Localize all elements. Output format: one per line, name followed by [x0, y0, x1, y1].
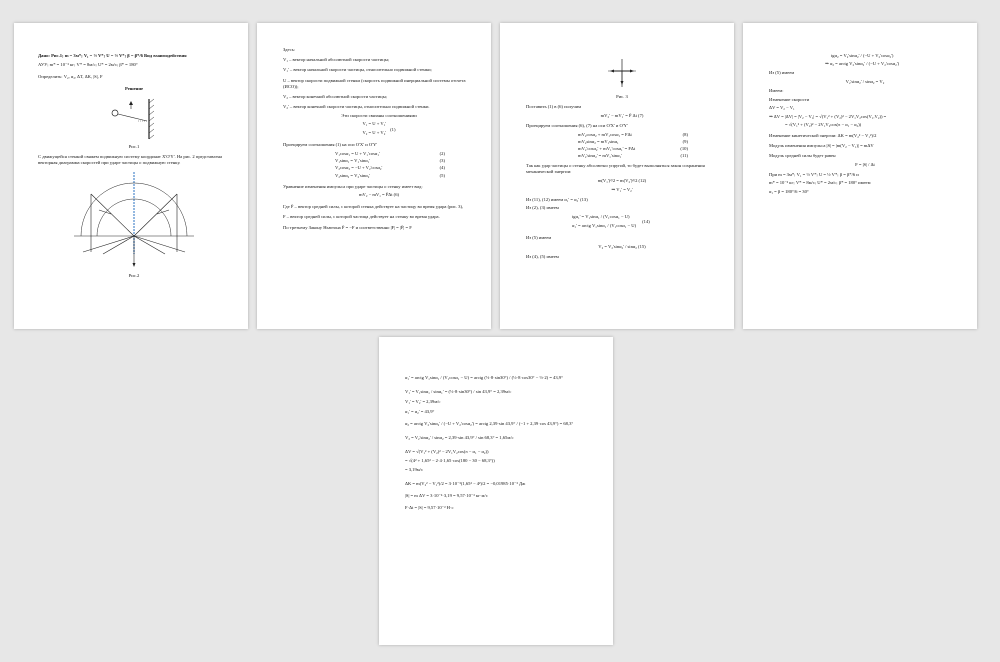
v-prime-equal: V₁' = V₂' = 2,39м/с [405, 399, 441, 405]
figure-3-caption: Рис. 3 [616, 94, 628, 99]
delta-v-result: = 3,19м/с [405, 466, 424, 472]
from-2-3: Из (2), (3) имеем [526, 205, 559, 211]
given-constants: АУУ; m* = 10⁻³ кг; V* = 8м/с; U* = 2м/с; β* = 180° [38, 61, 138, 67]
definition-v2-prime: V₂' – вектор конечной скорости частицы, относительно подвижной стенки. [283, 104, 430, 110]
elastic-collision-text: Так как удар частицы о стенку абсолютно упругий, то будет выполняться закон сохранения механической энергии: [526, 163, 705, 175]
momentum-intro: Уравнение изменения импульса при ударе частицы о стенку имеет вид: [283, 183, 423, 189]
given-line: Дано: Рис.1; m = 3м*; V₁ = ½ V*; U = ½ V*; β = β*/6 Вид взаимодействия [38, 53, 187, 58]
equation-14-a: tgα₁' = V₁sinα₁ / (V₁cosα₁ − U) [572, 213, 630, 219]
equation-15: V₂ = V₂'sinα₂' / sinα₂ (15) [598, 243, 646, 249]
given-substitution-2: m* = 10⁻³ кг; V* = 8м/с; U* = 2м/с; β* = 180° имеем [769, 180, 871, 186]
definition-v2: V₂ – вектор конечной абсолютной скорости частицы; [283, 93, 387, 99]
solution-heading: Решение [124, 86, 144, 92]
equation-6: mV₂ − mV₁ = F̄Δt (6) [358, 192, 400, 198]
definition-v1-prime: V₁' – вектор начальной скорости частицы, относительно подвижной стенки; [283, 67, 432, 73]
alpha1-prime-calc: α₁' = arctg V₁sinα₁ / (V₁cosα₁ − U) = arctg (½·8·sin30°) / (½·8·cos30° − ½·2) = 43,9° [405, 375, 563, 380]
equation-10: mV₂'cosα₂' + mV₁'cosα₁' = FΔt (10) [578, 145, 688, 151]
delta-v-magnitude: ⇒ ΔV = |ΔV| = |V₂ − V₁| = √(V₁² + (V₂)² − 2V₁V₂cos(V₁,V₂)) = [769, 113, 887, 119]
average-force-heading: Модуль средней силы будет равен [769, 153, 836, 159]
delta-v-vector: ΔV = V₂ − V₁ [769, 105, 795, 111]
from-5-again: Из (5) имеем [769, 70, 795, 76]
page-2 [257, 23, 491, 329]
delta-k-calc: ΔK = m(V₂² − V₁²)/2 = 3·10⁻³(1,65² − 4²)/2 = −0,01985·10⁻³ Дж [405, 481, 526, 487]
we-have: Имеем: [769, 88, 784, 94]
equation-3: V₁sinα₁ = V₁'sinα₁' (3) [335, 158, 445, 164]
velocity-change-heading: Изменение скорости [769, 96, 810, 102]
equation-12: m(V₁')²/2 = m(V₂')²/2 (12) [597, 178, 647, 184]
page-3 [500, 23, 734, 329]
equation-14 [572, 214, 718, 231]
equation-14-number: (14) [642, 219, 650, 225]
equation-8: mV₂cosα₂ + mV₁cosα₁ = FΔt (8) [578, 131, 688, 137]
page-1 [14, 23, 248, 329]
equation-14-b: α₁' = arctg V₁sinα₁ / (V₁cosα₁ − U) [572, 222, 637, 228]
equation-11: mV₂'sinα₂' = mV₁'sinα₁' (11) [578, 153, 688, 159]
equation-7: mV₂' − mV₁' = F̄ Δt (7) [600, 112, 644, 118]
given-substitution: При m = 3м*; V₁ = ½ V*; U = ½ V*; β = β*/6 и [769, 171, 859, 177]
alpha1-value: α₁ = β = 180°/6 = 30° [769, 188, 809, 194]
substitution-line: Поставить (1) в (6) получим [526, 104, 582, 110]
v2-expression: V₂'sinα₂' / sinα₂ = V₂ [845, 78, 885, 84]
equation-1-number: (1) [390, 126, 396, 132]
page-5 [379, 337, 613, 645]
equation-4: V₂cosα₂ = −U + V₂'cosα₂' (4) [335, 165, 445, 171]
from-5: Из (5) имеем [526, 235, 552, 241]
figure-2-velocity-diagram [69, 170, 199, 270]
newton-third-law: По третьему Закону Ньютона F̄ = −F и соответственно |F| = |F̄| = F [283, 224, 412, 230]
page-4 [743, 23, 977, 329]
equation-1-b: V₂ = U + V₂' [362, 129, 387, 135]
figure-2-caption: Рис.2 [128, 273, 140, 279]
delta-v-expanded: = √(V₁² + (V₂)² − 2V₁V₂cos(π − α₁ − α₂)) [785, 122, 862, 128]
tg-alpha2: tgα₂ = V₂'sinα₂' / (−U + V₂'cosα₂') [831, 53, 894, 58]
equation-9: mV₂sinα₂ = mV₁sinα₁ (9) [578, 138, 688, 144]
from-4-5: Из (4), (5) имеем [526, 253, 559, 259]
v1-prime-calc: V₁' = V₁sinα₁ / sinα₁' = (½·8·sin30°) / sin 43,9° = 2,39м/с [405, 389, 512, 395]
force-definition-2: F – вектор средней силы, с которой частица действует на стенку во время удара. [283, 213, 440, 219]
force-definition-1: Где F̄ – вектор средней силы, с которой стенка действует на частицу во время удара (рис. 3), [283, 203, 464, 209]
equation-1-a: V₁ = U + V₁' [362, 121, 387, 127]
definitions-heading: Здесь: [283, 47, 296, 52]
alpha-prime-equal: α₁' = α₂' = 43,9° [405, 408, 435, 414]
average-force-formula: F = |S| / Δt [855, 161, 875, 167]
equation-12-result: ⇒ V₁' = V₂' [611, 186, 633, 192]
intro-paragraph: С движущейся стенкой свяжем подвижную систему координат X'O'Y'. На рис. 2 представлена векторная диаграмма скоростей при ударе частицы о подвижную стенку. [38, 153, 223, 165]
equation-1 [283, 121, 475, 138]
definition-v1: V₁ – вектор начальной абсолютной скорости частицы; [283, 57, 390, 63]
alpha2-calc: α₂ = arctg V₂'sinα₂' / (−U + V₂'cosα₂') = arctg 2,39·sin 43,9° / (−1 + 2,39·cos 43,9°) = 68,3° [405, 420, 574, 426]
definition-u: U – вектор скорости подвижной стенки (скорость подвижной инерциальной системы отсчета (ИСО)); [283, 77, 466, 89]
impulse-calc: |S| = m ΔV = 3·10⁻³·3,19 = 9,57·10⁻³ кг·м/с [405, 493, 488, 499]
equation-5: V₂sinα₂ = V₂'sinα₂' (5) [335, 172, 445, 178]
v2-calc: V₂ = V₂'sinα₂' / sinα₂ = 2,39·sin 43,9° / sin 68,3° = 1,65м/с [405, 434, 514, 440]
delta-v-formula: ΔV = √(V₁² + (V₂)² − 2V₁V₂cos(π − α₁ − α₂)) [405, 449, 489, 455]
force-time-calc: F·Δt = |S| = 9,57·10⁻³ Н·с [405, 505, 454, 511]
relations-intro: Эти скорости связаны соотношениями [341, 112, 417, 118]
equation-13: Из (11), (12) имеем α₁' = α₂' (13) [526, 196, 588, 202]
alpha2-arctg: ⇒ α₂ = arctg V₂'sinα₂' / (−U + V₂'cosα₂') [825, 61, 900, 67]
delta-v-substitution: = √(4² + 1,65² − 2·4·1,65·cos(180 − 30 − 68,3°)) [405, 458, 495, 464]
kinetic-energy-change: Изменение кинетической энергии: ΔK = m(V₂² − V₁²)/2 [769, 132, 877, 138]
figure-3-force-sketch [602, 57, 642, 91]
figure-1-caption: Рис.1 [128, 143, 140, 149]
projection-intro-2: Проецируем соотношения (6), (7) на оси O'X' и O'Y' [526, 122, 628, 128]
figure-1-wall-sketch [99, 97, 169, 141]
projection-intro: Проецируем соотношения (1) на оси O'X' и O'Y' [283, 142, 378, 148]
impulse-modulus: Модуль изменения импульса |S| = |m(V₂ − V₁)| = mΔV [769, 142, 874, 148]
equation-2: V₁cosα₁ = U + V₁'cosα₁' (2) [335, 151, 445, 157]
find-line: Определить: V₂, α₂, ΔT, ΔK, |S|, F [38, 74, 103, 80]
